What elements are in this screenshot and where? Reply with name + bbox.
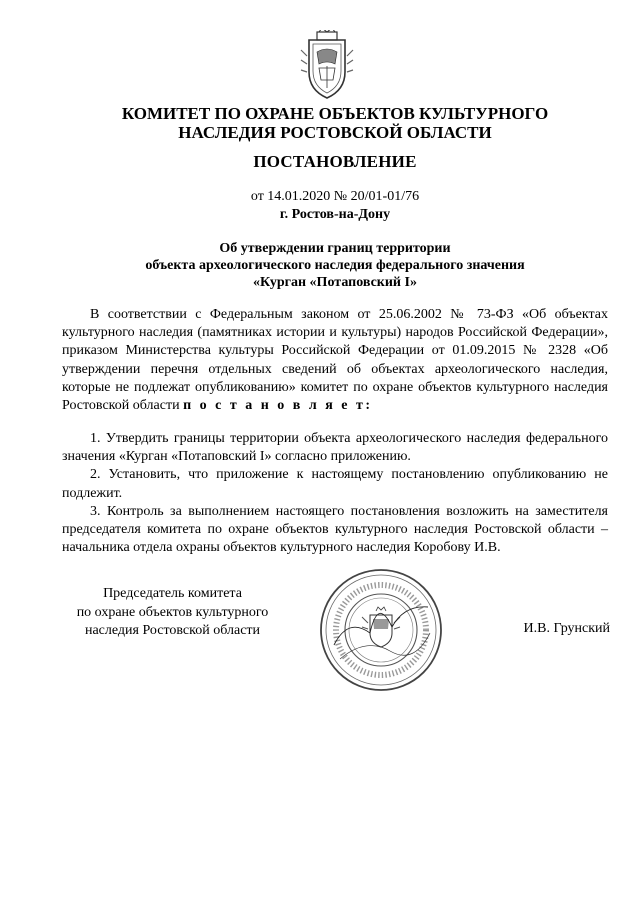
document-type: ПОСТАНОВЛЕНИЕ	[253, 152, 417, 171]
item-2: 2. Установить, что приложение к настоящему постановлению опубликованию не подлежит.	[62, 467, 608, 501]
signatory-title-line-1: Председатель комитета	[103, 586, 242, 601]
document-subject	[60, 240, 610, 291]
date-number: от 14.01.2020 № 20/01-01/76	[250, 189, 420, 204]
signatory-title	[55, 585, 290, 641]
committee-name	[60, 104, 610, 142]
official-seal-icon	[318, 567, 444, 693]
committee-line-2: НАСЛЕДИЯ РОСТОВСКОЙ ОБЛАСТИ	[178, 123, 492, 142]
item-3: 3. Контроль за выполнением настоящего постановления возложить на заместителя председателя комитета по охране объектов культурного наследия Ростовской области – начальника отдела охраны объектов культурного наследия Коробову И.В.	[62, 503, 608, 556]
committee-line-1: КОМИТЕТ ПО ОХРАНЕ ОБЪЕКТОВ КУЛЬТУРНОГО	[121, 104, 549, 123]
preamble-text: В соответствии с Федеральным законом от 25.06.2002 № 73-ФЗ «Об объектах культурного наследия (памятниках истории и культуры) народов Российской Федерации», приказом Министерства культуры Российской Федерации от 01.09.2015 № 2328 «Об утверждении перечня отдельных сведений об объектах археологического наследия, которые не подлежат опубликованию» комитет по охранe объектов культурного наследия Ростовской области	[62, 307, 608, 414]
preamble-paragraph	[62, 306, 608, 415]
subject-line-3: «Курган «Потаповский I»	[253, 275, 417, 290]
item-1: 1. Утвердить границы территории объекта археологического наследия федерального значения «Курган «Потаповский I» согласно приложению.	[62, 431, 608, 465]
coat-of-arms-icon	[295, 30, 359, 102]
resolution-items	[62, 430, 608, 557]
subject-line-2: объекта археологического наследия федерального значения	[145, 258, 525, 273]
signatory-title-line-2: по охране объектов культурного	[76, 604, 269, 620]
city: г. Ростов-на-Дону	[279, 207, 391, 222]
subject-line-1: Об утверждении границ территории	[219, 241, 451, 256]
signatory-name: И.В. Грунский	[523, 621, 610, 636]
resolution-word: п о с т а н о в л я е т:	[183, 398, 373, 414]
signatory-title-line-3: наследия Ростовской области	[84, 623, 261, 638]
